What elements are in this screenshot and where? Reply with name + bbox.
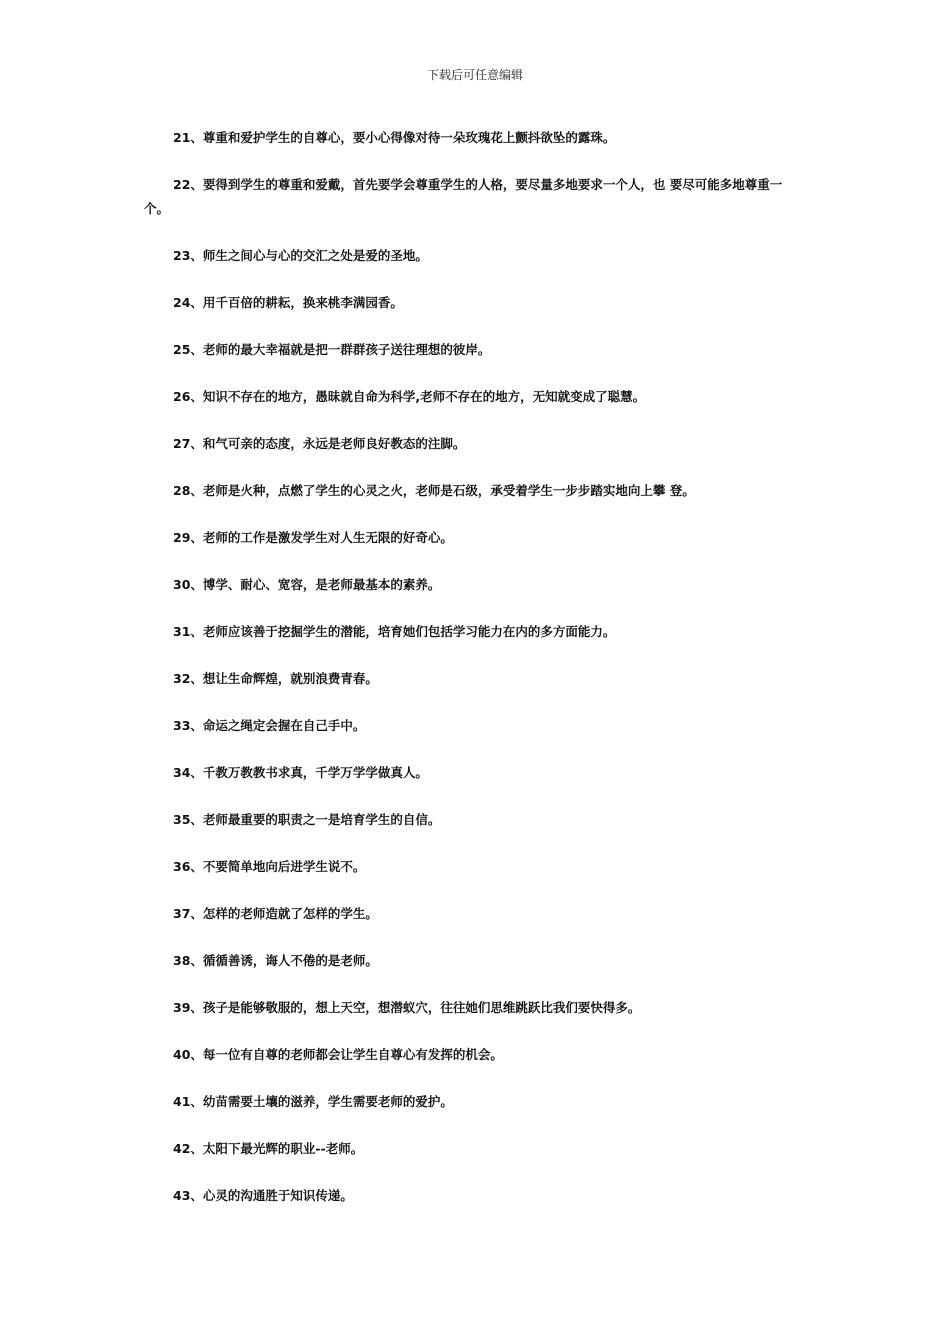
- quote-item: 38、循循善诱，诲人不倦的是老师。: [173, 953, 378, 968]
- quote-item: 23、师生之间心与心的交汇之处是爱的圣地。: [173, 248, 428, 263]
- quote-item: 22、要得到学生的尊重和爱戴，首先要学会尊重学生的人格，要尽量多地要求一个人，也 要尽可能多地尊重一个。: [144, 177, 783, 216]
- quote-item: 43、心灵的沟通胜于知识传递。: [173, 1188, 353, 1203]
- quote-item: 36、不要简单地向后进学生说不。: [173, 859, 366, 874]
- quote-item: 26、知识不存在的地方，愚昧就自命为科学,老师不存在的地方，无知就变成了聪慧。: [173, 389, 646, 404]
- quote-item: 33、命运之绳定会握在自己手中。: [173, 718, 366, 733]
- quote-item: 29、老师的工作是激发学生对人生无限的好奇心。: [173, 530, 453, 545]
- quote-item: 31、老师应该善于挖掘学生的潜能，培育她们包括学习能力在内的多方面能力。: [173, 624, 616, 639]
- header-note: 下载后可任意编辑: [426, 68, 523, 82]
- quote-item: 41、幼苗需要土壤的滋养，学生需要老师的爱护。: [173, 1094, 453, 1109]
- quote-item: 25、老师的最大幸福就是把一群群孩子送往理想的彼岸。: [173, 342, 491, 357]
- quote-item: 39、孩子是能够敬服的，想上天空，想潜蚁穴，往往她们思维跳跃比我们要快得多。: [173, 1000, 641, 1015]
- quote-list: [144, 126, 804, 1231]
- quote-item: 32、想让生命辉煌，就别浪费青春。: [173, 671, 378, 686]
- quote-item: 40、每一位有自尊的老师都会让学生自尊心有发挥的机会。: [173, 1047, 503, 1062]
- quote-item: 35、老师最重要的职责之一是培育学生的自信。: [173, 812, 441, 827]
- quote-item: 27、和气可亲的态度，永远是老师良好教态的注脚。: [173, 436, 466, 451]
- quote-item: 42、太阳下最光辉的职业--老师。: [173, 1141, 364, 1156]
- quote-item: 30、博学、耐心、宽容，是老师最基本的素养。: [173, 577, 441, 592]
- quote-item: 21、尊重和爱护学生的自尊心，要小心得像对待一朵玫瑰花上颤抖欲坠的露珠。: [173, 130, 616, 145]
- quote-item: 34、千教万教教书求真，千学万学学做真人。: [173, 765, 428, 780]
- quote-item: 37、怎样的老师造就了怎样的学生。: [173, 906, 378, 921]
- quote-item: 24、用千百倍的耕耘，换来桃李满园香。: [173, 295, 403, 310]
- quote-item: 28、老师是火种，点燃了学生的心灵之火，老师是石级，承受着学生一步步踏实地向上攀 登。: [173, 483, 695, 498]
